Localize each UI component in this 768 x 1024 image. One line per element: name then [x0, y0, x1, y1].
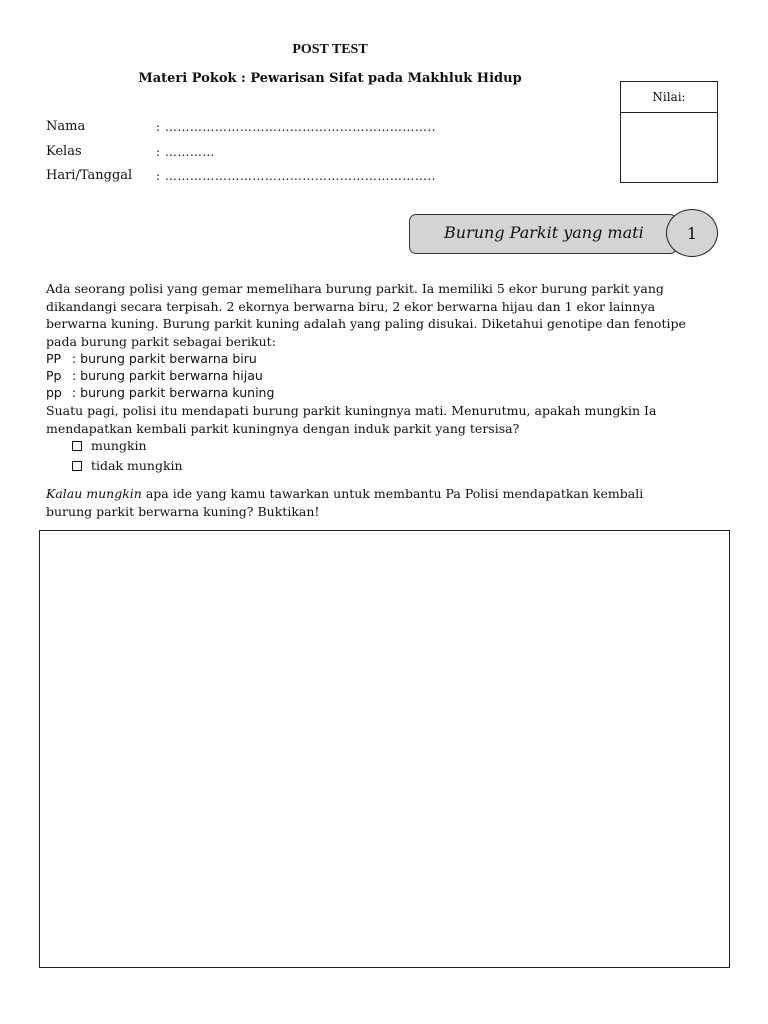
question-text — [46, 402, 736, 437]
topic-banner — [409, 214, 677, 254]
banner-title: Burung Parkit yang mati — [444, 223, 644, 242]
followup-question — [46, 485, 736, 520]
page-subtitle: Materi Pokok : Pewarisan Sifat pada Makhluk Hidup — [138, 71, 522, 86]
score-box — [620, 81, 718, 183]
class-field[interactable]: : ………… — [156, 145, 215, 159]
story-paragraph — [46, 280, 736, 350]
name-field[interactable]: : ……………………………………………………….. — [156, 120, 436, 134]
score-label: Nilai: — [621, 82, 717, 113]
paragraph-line: pada burung parkit sebagai berikut: — [46, 333, 276, 349]
answer-box[interactable] — [39, 530, 730, 968]
page-title: POST TEST — [292, 42, 368, 57]
followup-italic: Kalau mungkin — [46, 486, 142, 501]
name-label: Nama — [46, 119, 86, 134]
genotype-code: Pp — [46, 368, 62, 383]
genotype-row — [46, 384, 274, 401]
option-impossible[interactable] — [72, 458, 183, 473]
genotype-desc: : burung parkit berwarna kuning — [72, 385, 275, 400]
genotype-desc: : burung parkit berwarna hijau — [72, 368, 263, 383]
paragraph-line: berwarna kuning. Burung parkit kuning adalah yang paling disukai. Diketahui genotipe dan fenotipe — [46, 316, 686, 331]
date-field[interactable]: : ……………………………………………………….. — [156, 169, 436, 183]
genotype-code: PP — [46, 351, 62, 366]
question-number-badge: 1 — [666, 209, 718, 257]
checkbox-icon[interactable] — [72, 461, 82, 471]
option-label: tidak mungkin — [91, 458, 183, 473]
question-line: mendapatkan kembali parkit kuningnya dengan induk parkit yang tersisa? — [46, 420, 520, 436]
date-label: Hari/Tanggal — [46, 168, 133, 183]
followup-line1: apa ide yang kamu tawarkan untuk membantu Pa Polisi mendapatkan kembali — [141, 486, 644, 501]
paragraph-line: dikandangi secara terpisah. 2 ekornya berwarna biru, 2 ekor berwarna hijau dan 1 ekor lainnya — [46, 298, 656, 314]
genotype-code: pp — [46, 385, 62, 400]
option-label: mungkin — [91, 438, 147, 453]
class-label: Kelas — [46, 144, 82, 159]
question-line: Suatu pagi, polisi itu mendapati burung parkit kuningnya mati. Menurutmu, apakah mungkin Ia — [46, 403, 657, 418]
genotype-row — [46, 367, 263, 384]
paragraph-line: Ada seorang polisi yang gemar memelihara burung parkit. Ia memiliki 5 ekor burung parkit yang — [46, 281, 664, 296]
genotype-row — [46, 350, 257, 367]
option-possible[interactable] — [72, 438, 147, 453]
checkbox-icon[interactable] — [72, 441, 82, 451]
followup-line2: burung parkit berwarna kuning? Buktikan! — [46, 503, 320, 519]
genotype-desc: : burung parkit berwarna biru — [72, 351, 257, 366]
